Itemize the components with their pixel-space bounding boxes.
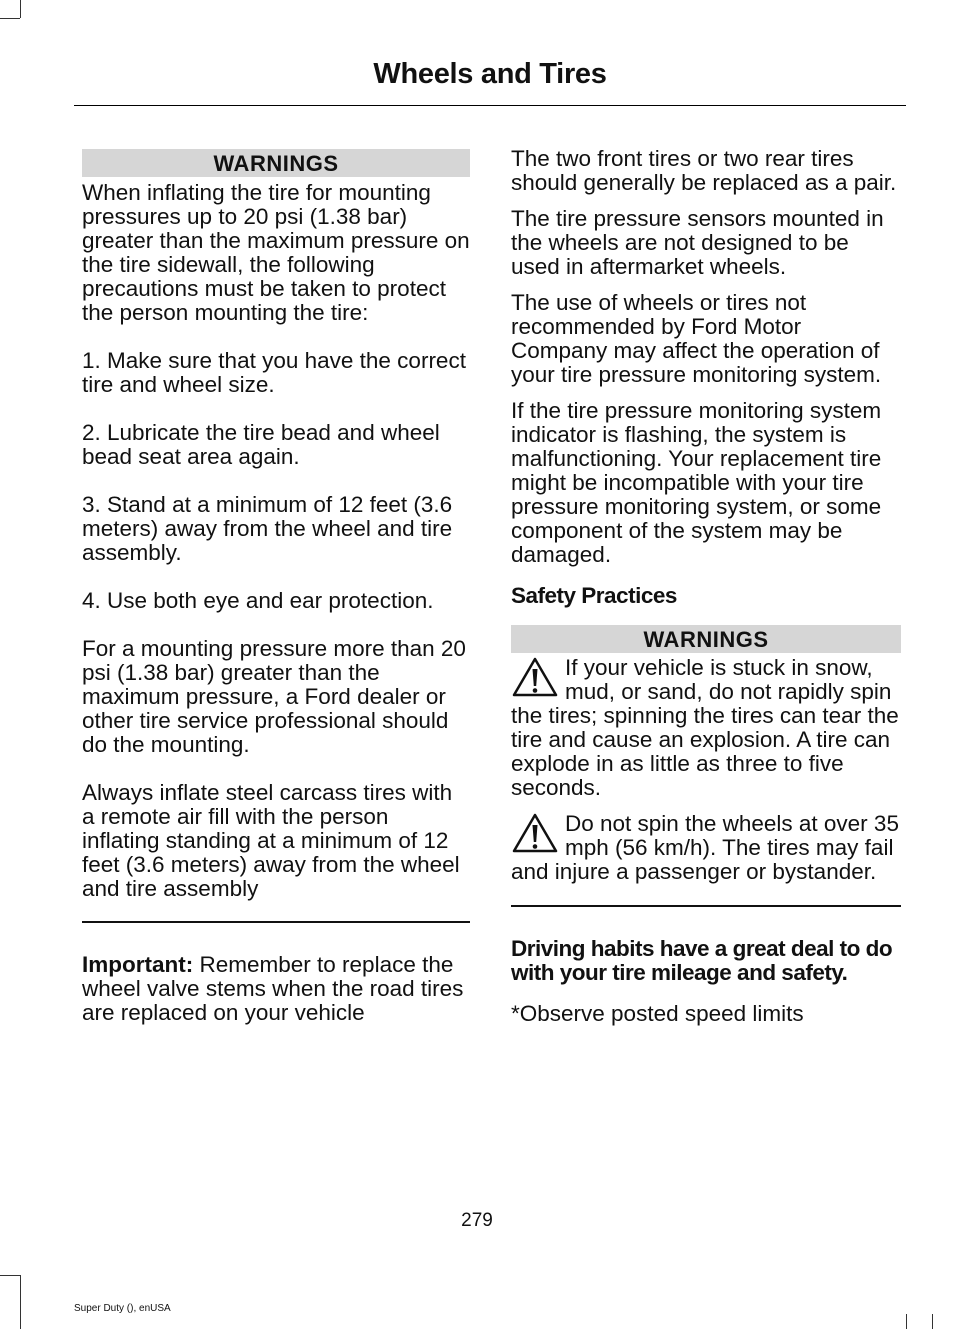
document-id: Super Duty (), enUSA <box>74 1303 171 1314</box>
warning-spin-text: Do not spin the wheels at over 35 mph (56 km/h). The tires may fail and injure a passenger or bystander. <box>511 811 899 884</box>
page-title: Wheels and Tires <box>373 58 607 90</box>
important-note <box>82 953 470 1025</box>
step-3: 3. Stand at a minimum of 12 feet (3.6 meters) away from the wheel and tire assembly. <box>82 492 453 565</box>
driving-habits-heading: Driving habits have a great deal to do with your tire mileage and safety. <box>511 936 893 985</box>
section-divider <box>82 921 470 923</box>
title-divider <box>74 105 906 106</box>
crop-mark <box>20 1275 21 1329</box>
warning-triangle-icon <box>511 812 559 856</box>
warning-triangle-icon <box>511 656 559 700</box>
wheels-not-recommended-paragraph: The use of wheels or tires not recommended by Ford Motor Company may affect the operation of your tire pressure monitoring system. <box>511 290 882 387</box>
crop-mark <box>0 18 20 19</box>
crop-mark <box>20 0 21 18</box>
crop-mark <box>932 1314 933 1329</box>
step-1: 1. Make sure that you have the correct tire and wheel size. <box>82 348 466 397</box>
mounting-pressure-paragraph: For a mounting pressure more than 20 psi (1.38 bar) greater than the maximum pressure, a Ford dealer or other tire service professional should do the mounting. <box>82 636 466 757</box>
important-text: Remember to replace the wheel valve stems when the road tires are replaced on your vehicle <box>82 952 464 1025</box>
mounting-intro: When inflating the tire for mounting pressures up to 20 psi (1.38 bar) greater than the maximum pressure on the tire sidewall, the following precautions must be taken to protect the person mounting the tire: <box>82 180 470 325</box>
replace-pair-paragraph: The two front tires or two rear tires should generally be replaced as a pair. <box>511 146 897 195</box>
step-2: 2. Lubricate the tire bead and wheel bead seat area again. <box>82 420 440 469</box>
warning-spin-speed <box>511 812 901 884</box>
crop-mark <box>0 1275 20 1276</box>
page-number: 279 <box>461 1210 493 1231</box>
section-divider <box>511 905 901 907</box>
right-column <box>511 147 901 1026</box>
important-label: Important: <box>82 952 194 977</box>
speed-limits-note: *Observe posted speed limits <box>511 1001 804 1026</box>
safety-practices-heading: Safety Practices <box>511 583 677 608</box>
inflate-steel-paragraph: Always inflate steel carcass tires with a remote air fill with the person inflating standing at a minimum of 12 feet (3.6 meters) away from the wheel and tire assembly <box>82 780 460 901</box>
crop-mark <box>906 1314 907 1329</box>
left-column <box>82 147 470 1025</box>
step-4: 4. Use both eye and ear protection. <box>82 588 434 613</box>
sensors-paragraph: The tire pressure sensors mounted in the wheels are not designed to be used in aftermarket wheels. <box>511 206 884 279</box>
tpms-flashing-paragraph: If the tire pressure monitoring system indicator is flashing, the system is malfunctioning. Your replacement tire might be incompatible with your tire pressure monitoring system, or some component of the system may be damaged. <box>511 398 882 567</box>
warning-stuck-vehicle <box>511 656 901 800</box>
warnings-heading: WARNINGS <box>511 625 901 653</box>
warnings-heading: WARNINGS <box>82 149 470 177</box>
warning-stuck-text: If your vehicle is stuck in snow, mud, or sand, do not rapidly spin the tires; spinning the tires can tear the tire and cause an explosion. A tire can explode in as little as three to five seconds. <box>511 655 899 800</box>
